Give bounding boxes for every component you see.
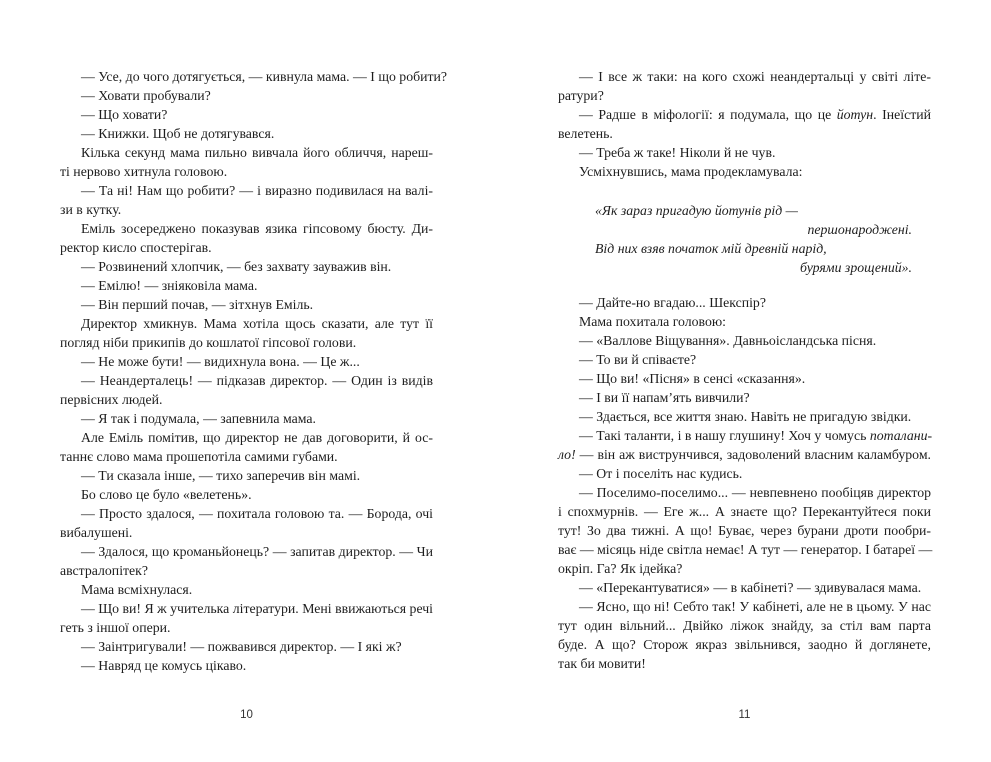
text-line: — Що ви! Я ж учителька літератури. Мені ввижаються речі — [81, 601, 433, 616]
text-line: — Ховати пробували? — [81, 88, 211, 103]
text-line: — Ясно, що ні! Себто так! У кабінеті, але не в цьому. У нас — [579, 599, 931, 614]
poem-line: «Як зараз пригадую йотунів рід — — [595, 203, 798, 218]
text-line: геть з іншої опери. — [60, 620, 171, 635]
text-line: австралопітек? — [60, 563, 149, 578]
text-line: — Не може бути! — видихнула вона. — Це ж... — [81, 354, 360, 369]
paragraph-spacer — [558, 181, 931, 201]
page-number-right: 11 — [738, 709, 751, 721]
text-line: ває — місяць ніде світла немає! А тут — генератор. І батареї — — [558, 542, 933, 557]
text-line: Мама всміхнулася. — [81, 582, 193, 597]
text-line: — То ви й співаєте? — [579, 352, 697, 367]
text-line: — Емілю! — зніяковіла мама. — [81, 278, 258, 293]
text-line: — Він перший почав, — зітхнув Еміль. — [81, 297, 314, 312]
text-line: — І все ж таки: на кого схожі неандертальці у світі літе- — [579, 69, 931, 84]
text-line: — Такі таланти, і в нашу глушину! Хоч у чомусь поталани- — [579, 428, 933, 443]
text-line: — «Перекантуватися» — в кабінеті? — здивувалася мама. — [579, 580, 922, 595]
text-line: — Усе, до чого дотягується, — кивнула мама. — І що робити? — [81, 69, 448, 84]
text-line: — Що ви! «Пісня» в сенсі «сказання». — [579, 371, 806, 386]
text-line: Кілька секунд мама пильно вивчала його обличчя, нареш- — [81, 145, 433, 160]
text-line: окріп. Га? Як ідейка? — [558, 561, 683, 576]
text-line: ло! — він аж виструнчився, задоволений власним каламбуром. — [558, 447, 931, 462]
text-line: ректор кисло спостерігав. — [60, 240, 212, 255]
text-line: — Книжки. Щоб не дотягувався. — [81, 126, 275, 141]
text-line: тут один вільний... Двійко ліжок знайду, за стіл вам парта — [558, 618, 931, 633]
text-line: — Здалося, що кроманьйонець? — запитав директор. — Чи — [81, 544, 433, 559]
text-line: — І ви її напам’ять вивчили? — [579, 390, 750, 405]
poem-line: бурями зрощений». — [799, 260, 912, 275]
text-line: вибалушені. — [60, 525, 133, 540]
text-line: зи в кутку. — [60, 202, 122, 217]
text-line: первісних людей. — [60, 392, 163, 407]
text-line: Директор хмикнув. Мама хотіла щось сказати, але тут її — [81, 316, 433, 331]
page-number-left: 10 — [240, 709, 253, 721]
text-line: велетень. — [558, 126, 613, 141]
text-line: буде. А що? Сторож якраз звільнився, заодно й доглянете, — [558, 637, 931, 652]
text-line: — Я так і подумала, — запевнила мама. — [81, 411, 316, 426]
paragraph-spacer — [558, 277, 931, 293]
text-line: Мама похитала головою: — [579, 314, 726, 329]
text-line: — Та ні! Нам що робити? — і виразно подивилася на валі- — [81, 183, 433, 198]
text-line: — Заінтригували! — пожвавився директор. — І які ж? — [81, 639, 402, 654]
poem-line: Від них взяв початок мій древній нарід, — [595, 241, 827, 256]
text-line: Еміль зосереджено показував язика гіпсовому бюсту. Ди- — [81, 221, 433, 236]
text-line: — Ти сказала інше, — тихо заперечив він мамі. — [81, 468, 361, 483]
text-line: — Поселимо-поселимо... — невпевнено пообіцяв директор — [579, 485, 931, 500]
text-line: і спохмурнів. — Еге ж... А знаєте що? Перекантуйтеся поки — [558, 504, 931, 519]
text-line: — Радше в міфології: я подумала, що це йотун. Інеїстий — [579, 107, 931, 122]
text-line: — Здається, все життя знаю. Навіть не пригадую звідки. — [579, 409, 912, 424]
text-line: — Неандерталець! — підказав директор. — Один із видів — [81, 373, 433, 388]
text-line: — Дайте-но вгадаю... Шекспір? — [579, 295, 766, 310]
text-line: — Навряд це комусь цікаво. — [81, 658, 247, 673]
text-line: ті нервово хитнула головою. — [60, 164, 228, 179]
book-page-right-text — [558, 67, 931, 673]
text-line: — «Валлове Віщування». Давньоісландська пісня. — [579, 333, 877, 348]
text-line: погляд ніби прикипів до кошлатої гіпсової голови. — [60, 335, 357, 350]
book-page-left-text — [60, 67, 448, 675]
text-line: — Просто здалося, — похитала головою та. — Борода, очі — [81, 506, 433, 521]
text-line: Але Еміль помітив, що директор не дав договорити, й ос- — [81, 430, 433, 445]
text-line: Бо слово це було «велетень». — [81, 487, 252, 502]
text-line: — Треба ж таке! Ніколи й не чув. — [579, 145, 776, 160]
poem-line: першонароджені. — [807, 222, 912, 237]
text-line: тут! Зо два тижні. А що! Буває, через бурани дроти пообри- — [558, 523, 931, 538]
text-line: так би мовити! — [558, 656, 646, 671]
text-line: таннє слово мама прошепотіла самими губами. — [60, 449, 338, 464]
text-line: — От і поселіть нас кудись. — [579, 466, 743, 481]
text-line: Усміхнувшись, мама продекламувала: — [579, 164, 803, 179]
text-line: — Розвинений хлопчик, — без захвату зауважив він. — [81, 259, 392, 274]
text-line: — Що ховати? — [81, 107, 168, 122]
text-line: ратури? — [558, 88, 604, 103]
